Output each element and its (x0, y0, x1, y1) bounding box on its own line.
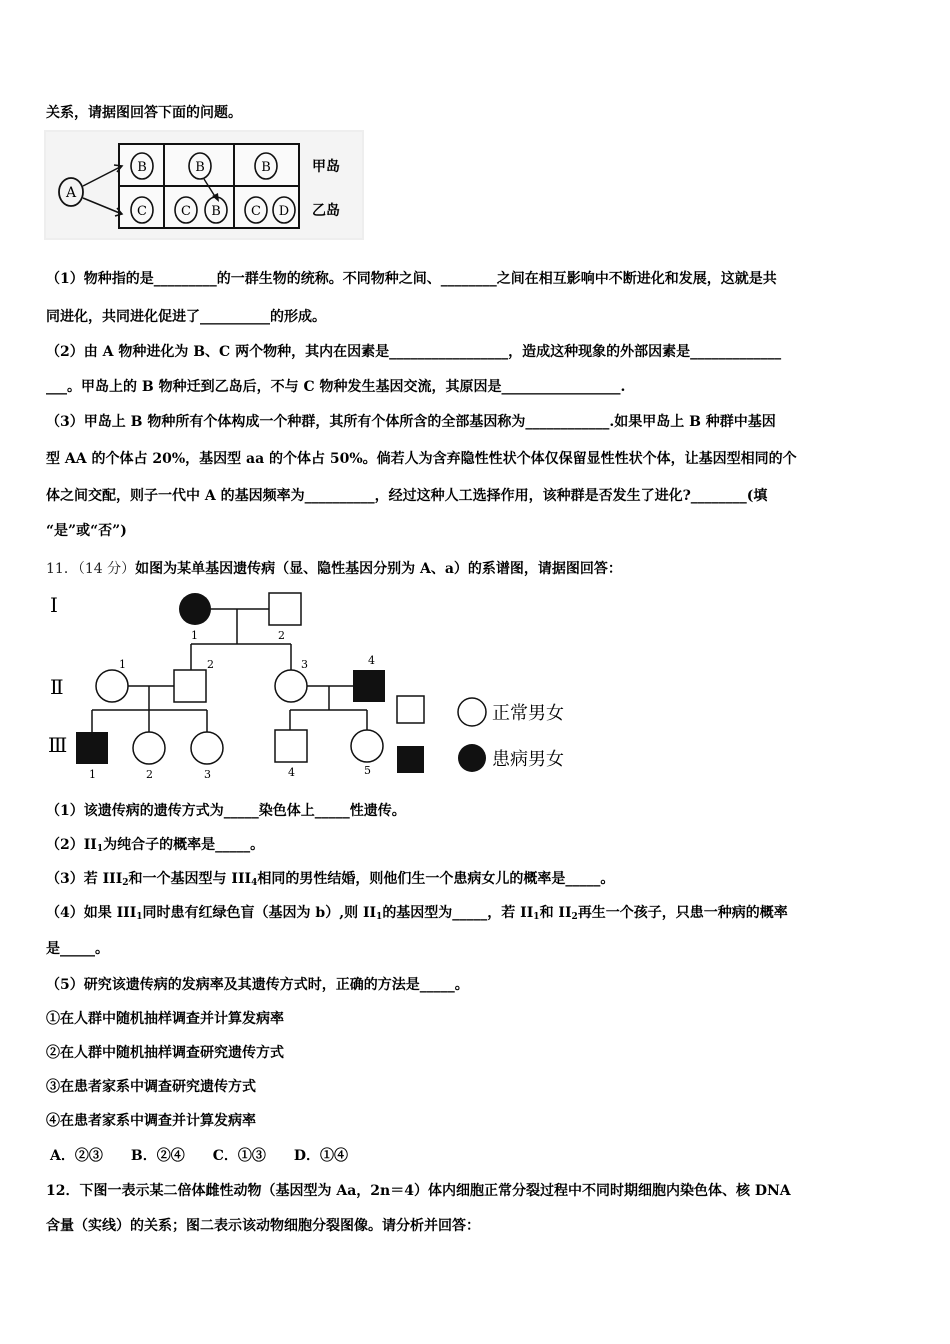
id-label: 1 (89, 768, 96, 781)
q11-option-4: ④在患者家系中调查并计算发病率 (46, 1113, 256, 1129)
normal-female-II1 (96, 670, 128, 702)
q11-title: 如图为某单基因遗传病（显、隐性基因分别为 A、a）的系谱图，请据图回答： (135, 561, 622, 577)
normal-male-III4 (275, 730, 307, 762)
island-jia-label: 甲岛 (312, 159, 340, 175)
generation-label: Ⅲ (48, 733, 68, 757)
affected-male-III1 (76, 732, 108, 764)
id-label: 2 (146, 768, 153, 781)
id-label: 4 (288, 766, 295, 779)
id-label: 3 (301, 658, 308, 671)
q10-part1-line1: （1）物种指的是_________的一群生物的统称。不同物种之间、________之间在相互影响中不断进化和发展，这就是共 (46, 271, 777, 287)
q11-sub4-line2: 是_____。 (46, 941, 109, 957)
generation-label: Ⅰ (50, 593, 58, 617)
q11-sub4-line1: （4）如果 $III_1$同时患有红绿色盲（基因为 b）,则 $II_1$的基因型为_____，若 $II_1$和 $II_2$再生一个孩子，只患一种病的概率 (46, 905, 788, 922)
ancestor-label: A (65, 185, 77, 201)
q10-part3-line2: 型 AA 的个体占 20%，基因型 aa 的个体占 50%。倘若人为含弃隐性性状个体仅保留显性性状个体，让基因型相同的个 (46, 451, 797, 467)
legend-normal-label: 正常男女 (492, 703, 564, 724)
svg-text:B: B (261, 160, 271, 175)
legend-normal-female-symbol (458, 698, 486, 726)
pedigree-figure (44, 588, 584, 783)
q11-sub2: $(2)II_1$为纯合子的概率是_____。 (46, 837, 265, 854)
q10-part3-line1: （3）甲岛上 B 物种所有个体构成一个种群，其所有个体所含的全部基因称为____________.如果甲岛上 B 种群中基因 (46, 414, 776, 430)
affected-male-II4 (353, 670, 385, 702)
intro-text: 关系，请据图回答下面的问题。 (46, 105, 242, 121)
legend-normal-male-symbol (397, 696, 424, 723)
id-label: 4 (368, 654, 375, 667)
q12-line1: 12．下图一表示某二倍体雌性动物（基因型为 Aa，2n＝4）体内细胞正常分裂过程中不同时期细胞内染色体、核 DNA (46, 1183, 791, 1199)
normal-female-II3 (275, 670, 307, 702)
q10-part1-line2: 同进化，共同进化促进了__________的形成。 (46, 309, 326, 325)
svg-text:B: B (195, 160, 205, 175)
legend-affected-label: 患病男女 (492, 749, 564, 770)
generation-label: Ⅱ (50, 675, 64, 699)
q10-part3-line4: “是”或“否”) (46, 523, 127, 539)
q11-option-2: ②在人群中随机抽样调查研究遗传方式 (46, 1045, 284, 1061)
q11-choices: A．②③ B．②④ C．①③ D．①④ (50, 1148, 348, 1164)
svg-text:C: C (181, 204, 191, 219)
id-label: 2 (207, 658, 214, 671)
island-figure (44, 130, 364, 240)
q11-option-1: ①在人群中随机抽样调查并计算发病率 (46, 1011, 284, 1027)
q10-part2-line1: （2）由 A 物种进化为 B、C 两个物种，其内在因素是_________________，造成这种现象的外部因素是_____________ (46, 344, 782, 360)
island-yi-label: 乙岛 (312, 203, 340, 219)
legend-affected-female-symbol (458, 744, 486, 772)
svg-text:C: C (137, 204, 147, 219)
affected-female-I1 (179, 593, 211, 625)
q11-option-3: ③在患者家系中调查研究遗传方式 (46, 1079, 256, 1095)
normal-male-I2 (269, 593, 301, 625)
id-label: 5 (364, 764, 371, 777)
normal-male-II2 (174, 670, 206, 702)
id-label: 1 (119, 658, 126, 671)
svg-text:D: D (278, 204, 290, 219)
svg-text:B: B (211, 204, 221, 219)
svg-text:C: C (251, 204, 261, 219)
q11-heading (46, 559, 906, 579)
legend-affected-male-symbol (397, 746, 424, 773)
q11-sub3: （3）若 $III_2$和一个基因型与 $III_4$相同的男性结婚，则他们生一个患病女儿的概率是_____。 (46, 871, 615, 888)
id-label: 3 (204, 768, 211, 781)
svg-text:B: B (137, 160, 147, 175)
id-label: 2 (278, 629, 285, 642)
normal-female-III2 (133, 732, 165, 764)
q10-part2-line2: ___。甲岛上的 B 物种迁到乙岛后，不与 C 物种发生基因交流，其原因是_________________. (46, 379, 626, 395)
q10-part3-line3: 体之间交配，则子一代中 A 的基因频率为__________，经过这种人工选择作用，该种群是否发生了进化?________(填 (46, 488, 768, 504)
q11-sub1: （1）该遗传病的遗传方式为_____染色体上_____性遗传。 (46, 803, 406, 819)
question-number: 11．（14 分） (46, 561, 136, 577)
normal-female-III3 (191, 732, 223, 764)
q12-line2: 含量（实线）的关系；图二表示该动物细胞分裂图像。请分析并回答： (46, 1218, 480, 1234)
normal-female-III5 (351, 730, 383, 762)
q11-sub5: （5）研究该遗传病的发病率及其遗传方式时，正确的方法是_____。 (46, 977, 469, 993)
id-label: 1 (191, 629, 198, 642)
